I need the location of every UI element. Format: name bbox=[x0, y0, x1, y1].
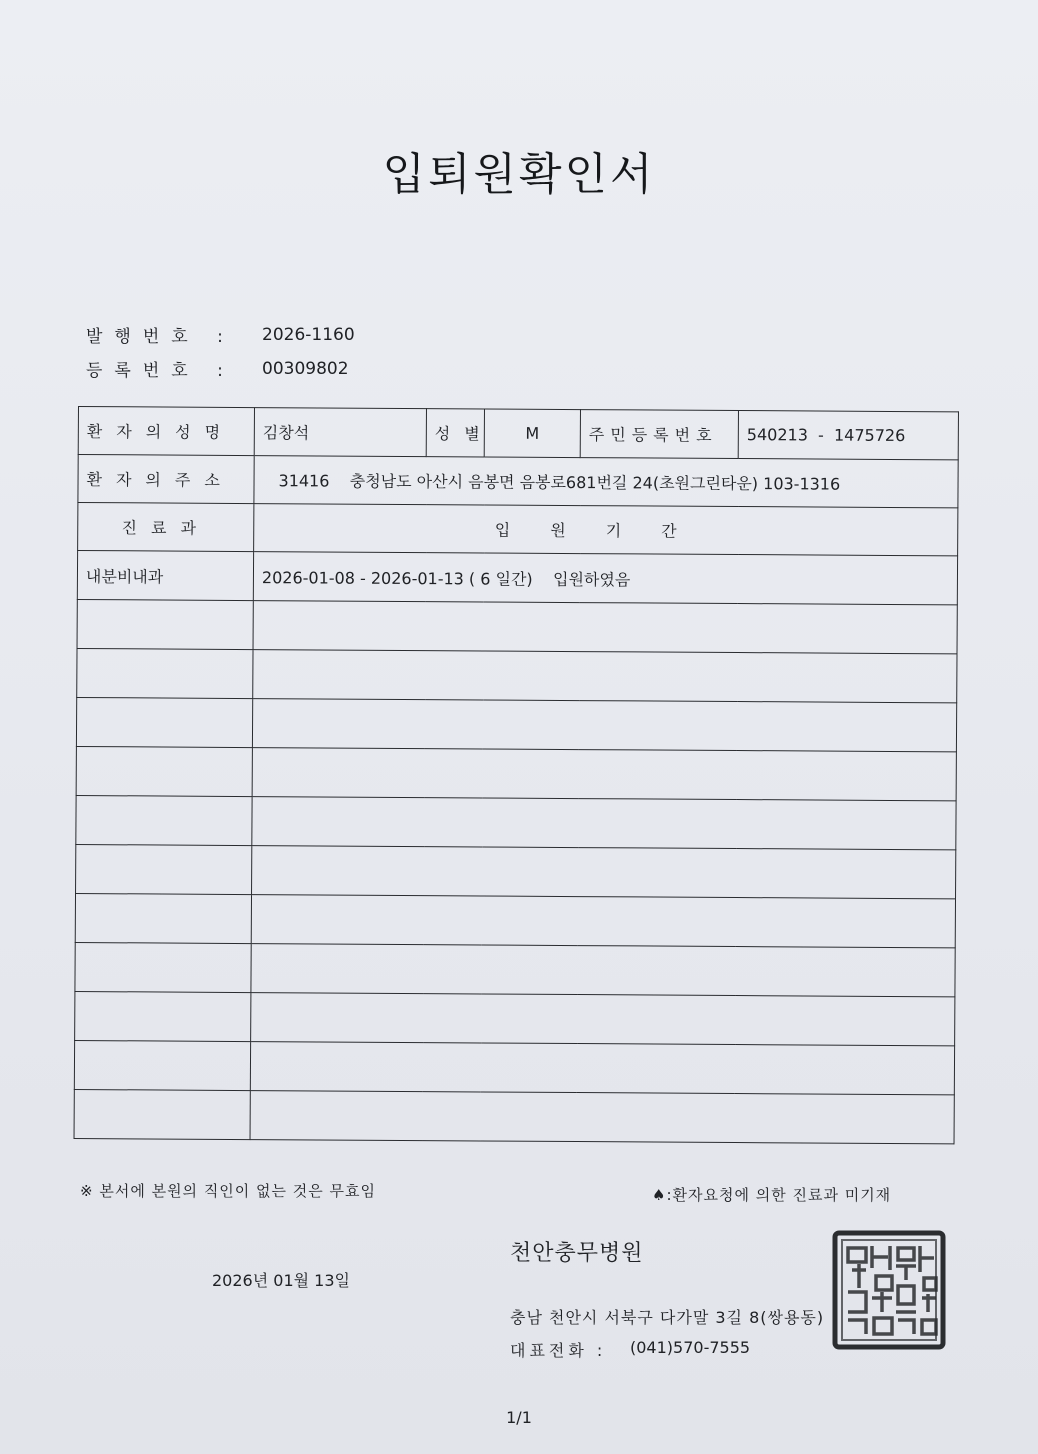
empty-cell bbox=[77, 648, 253, 698]
department-value: 내분비내과 bbox=[77, 551, 253, 601]
patient-address-label: 환자의주소 bbox=[78, 455, 254, 504]
admission-record-row bbox=[77, 551, 957, 605]
issue-number-label: 발행번호 : bbox=[86, 327, 235, 347]
patient-name-row bbox=[78, 407, 958, 460]
empty-cell bbox=[74, 1040, 250, 1090]
admission-table bbox=[74, 406, 959, 1144]
empty-cell bbox=[77, 599, 253, 649]
empty-row bbox=[75, 942, 955, 996]
department-header: 진료과 bbox=[78, 503, 254, 552]
empty-row bbox=[75, 991, 955, 1045]
rrn-label: 주민등록번호 bbox=[580, 410, 738, 459]
empty-row bbox=[76, 746, 956, 800]
hospital-address: 충남 천안시 서북구 다가말 3길 8(쌍용동) bbox=[510, 1308, 825, 1327]
empty-row bbox=[77, 648, 957, 702]
empty-cell bbox=[252, 846, 956, 899]
empty-row bbox=[76, 795, 956, 849]
empty-cell bbox=[76, 795, 252, 845]
sex-label: 성별 bbox=[426, 409, 484, 457]
empty-cell bbox=[252, 748, 956, 801]
empty-cell bbox=[76, 844, 252, 894]
patient-name-label: 환자의성명 bbox=[78, 407, 254, 456]
empty-cell bbox=[253, 650, 957, 703]
hospital-phone bbox=[510, 1338, 750, 1361]
phone-value: (041)570-7555 bbox=[630, 1338, 751, 1357]
period-header: 입원기간 bbox=[254, 504, 958, 556]
empty-cell bbox=[76, 746, 252, 796]
empty-row bbox=[76, 844, 956, 898]
patient-name-value: 김창석 bbox=[254, 408, 426, 457]
patient-address-row bbox=[78, 455, 958, 508]
empty-row bbox=[77, 599, 957, 653]
empty-cell bbox=[250, 1042, 954, 1095]
empty-row bbox=[76, 697, 956, 751]
issue-number-value: 2026-1160 bbox=[262, 324, 355, 345]
empty-cell bbox=[252, 797, 956, 850]
issue-number-row bbox=[86, 322, 355, 347]
empty-cell bbox=[253, 601, 957, 654]
hospital-name: 천안충무병원 bbox=[510, 1241, 644, 1266]
official-seal-stamp bbox=[832, 1230, 946, 1350]
empty-cell bbox=[251, 993, 955, 1046]
page-number: 1/1 bbox=[506, 1408, 532, 1427]
empty-cell bbox=[252, 699, 956, 752]
invalid-without-seal-note: ※ 본서에 본원의 직인이 없는 것은 무효임 bbox=[80, 1182, 377, 1200]
issue-date: 2026년 01월 13일 bbox=[212, 1271, 350, 1290]
empty-cell bbox=[251, 944, 955, 997]
admission-period-value: 2026-01-08 - 2026-01-13 ( 6 일간) 입원하였음 bbox=[253, 552, 957, 605]
header-row bbox=[78, 503, 958, 556]
sex-value: M bbox=[484, 409, 580, 458]
empty-cell bbox=[74, 1089, 250, 1139]
patient-address-value: 31416 충청남도 아산시 음봉면 음봉로681번길 24(초원그린타운) 103-1316 bbox=[254, 456, 958, 508]
empty-cell bbox=[75, 942, 251, 992]
empty-cell bbox=[251, 895, 955, 948]
department-omitted-note: ♠:환자요청에 의한 진료과 미기재 bbox=[652, 1186, 892, 1204]
empty-cell bbox=[250, 1091, 954, 1144]
registration-number-row bbox=[86, 356, 349, 381]
empty-row bbox=[75, 893, 955, 947]
document-title: 입퇴원확인서 bbox=[382, 149, 656, 200]
phone-label: 대표전화 : bbox=[510, 1341, 607, 1360]
registration-number-label: 등록번호 : bbox=[86, 361, 235, 381]
empty-cell bbox=[76, 697, 252, 747]
empty-row bbox=[74, 1089, 954, 1143]
rrn-value: 540213 - 1475726 bbox=[738, 411, 958, 460]
empty-cell bbox=[75, 893, 251, 943]
empty-cell bbox=[75, 991, 251, 1041]
empty-row bbox=[74, 1040, 954, 1094]
registration-number-value: 00309802 bbox=[262, 358, 349, 379]
